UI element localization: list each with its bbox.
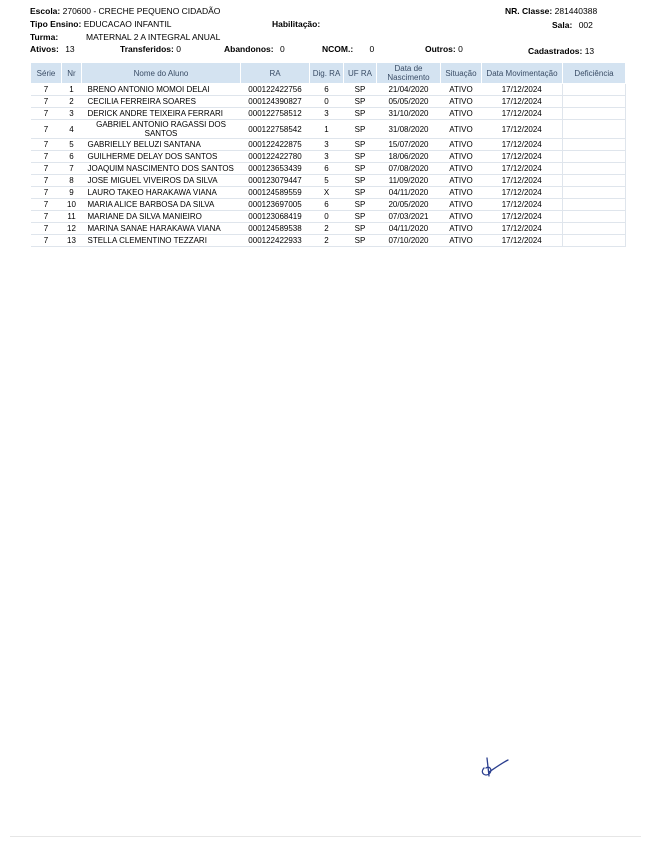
nr-cell: 6 [62, 151, 82, 163]
uf-ra-cell: SP [344, 187, 377, 199]
nr-cell: 4 [62, 120, 82, 139]
col-deficiencia: Deficiência [563, 63, 626, 84]
col-nome: Nome do Aluno [82, 63, 241, 84]
deficiencia-cell [563, 199, 626, 211]
table-row [31, 175, 626, 187]
turma-label: Turma: [30, 32, 59, 42]
nome-cell: GABRIELLY BELUZI SANTANA [82, 139, 241, 151]
uf-ra-cell: SP [344, 199, 377, 211]
table-header-row [31, 63, 626, 84]
situacao-cell: ATIVO [441, 235, 482, 247]
transferidos-label: Transferidos: [120, 44, 174, 54]
deficiencia-cell [563, 84, 626, 96]
deficiencia-cell [563, 175, 626, 187]
movimentacao-cell: 17/12/2024 [482, 139, 563, 151]
uf-ra-cell: SP [344, 84, 377, 96]
nome-cell: LAURO TAKEO HARAKAWA VIANA [82, 187, 241, 199]
ra-cell: 000123079447 [241, 175, 310, 187]
situacao-cell: ATIVO [441, 108, 482, 120]
uf-ra-cell: SP [344, 223, 377, 235]
ncom-value: 0 [369, 44, 375, 54]
serie-cell: 7 [31, 139, 62, 151]
ra-cell: 000122422933 [241, 235, 310, 247]
movimentacao-cell: 17/12/2024 [482, 120, 563, 139]
nascimento-cell: 31/10/2020 [377, 108, 441, 120]
nascimento-cell: 31/08/2020 [377, 120, 441, 139]
movimentacao-cell: 17/12/2024 [482, 223, 563, 235]
table-row [31, 84, 626, 96]
nr-classe-label: NR. Classe: [505, 6, 553, 16]
tipo-ensino-label: Tipo Ensino: [30, 19, 82, 29]
col-nr: Nr [62, 63, 82, 84]
col-serie: Série [31, 63, 62, 84]
deficiencia-cell [563, 96, 626, 108]
cadastrados-field [528, 46, 594, 56]
sala-label: Sala: [552, 20, 573, 30]
dig-ra-cell: 3 [310, 151, 344, 163]
situacao-cell: ATIVO [441, 120, 482, 139]
nr-cell: 5 [62, 139, 82, 151]
dig-ra-cell: 3 [310, 108, 344, 120]
movimentacao-cell: 17/12/2024 [482, 235, 563, 247]
cadastrados-value: 13 [584, 46, 595, 56]
situacao-cell: ATIVO [441, 175, 482, 187]
situacao-cell: ATIVO [441, 223, 482, 235]
ncom-label: NCOM.: [322, 44, 354, 54]
tipo-ensino-field [30, 19, 172, 29]
col-movimentacao: Data Movimentação [482, 63, 563, 84]
nome-cell: GABRIEL ANTONIO RAGASSI DOS SANTOS [82, 120, 241, 139]
nome-cell: GUILHERME DELAY DOS SANTOS [82, 151, 241, 163]
ra-cell: 000123068419 [241, 211, 310, 223]
col-nascimento: Data de Nascimento [377, 63, 441, 84]
habilitacao-label: Habilitação: [272, 19, 321, 29]
col-ra: RA [241, 63, 310, 84]
movimentacao-cell: 17/12/2024 [482, 108, 563, 120]
nascimento-cell: 20/05/2020 [377, 199, 441, 211]
col-uf-ra: UF RA [344, 63, 377, 84]
serie-cell: 7 [31, 187, 62, 199]
nome-cell: MARIANE DA SILVA MANIEIRO [82, 211, 241, 223]
nome-cell: MARIA ALICE BARBOSA DA SILVA [82, 199, 241, 211]
nascimento-cell: 18/06/2020 [377, 151, 441, 163]
table-row [31, 223, 626, 235]
nascimento-cell: 11/09/2020 [377, 175, 441, 187]
serie-cell: 7 [31, 84, 62, 96]
deficiencia-cell [563, 151, 626, 163]
nome-cell: BRENO ANTONIO MOMOI DELAI [82, 84, 241, 96]
nr-cell: 1 [62, 84, 82, 96]
deficiencia-cell [563, 120, 626, 139]
dig-ra-cell: 2 [310, 235, 344, 247]
uf-ra-cell: SP [344, 163, 377, 175]
uf-ra-cell: SP [344, 120, 377, 139]
table-row [31, 211, 626, 223]
situacao-cell: ATIVO [441, 163, 482, 175]
uf-ra-cell: SP [344, 139, 377, 151]
serie-cell: 7 [31, 120, 62, 139]
serie-cell: 7 [31, 223, 62, 235]
cadastrados-label: Cadastrados: [528, 46, 583, 56]
nome-cell: CECILIA FERREIRA SOARES [82, 96, 241, 108]
table-row [31, 199, 626, 211]
ra-cell: 000124589538 [241, 223, 310, 235]
table-row [31, 120, 626, 139]
dig-ra-cell: 6 [310, 84, 344, 96]
movimentacao-cell: 17/12/2024 [482, 163, 563, 175]
escola-field [30, 6, 220, 16]
ra-cell: 000122422875 [241, 139, 310, 151]
sala-value: 002 [578, 20, 593, 30]
nr-cell: 9 [62, 187, 82, 199]
dig-ra-cell: 2 [310, 223, 344, 235]
nascimento-cell: 21/04/2020 [377, 84, 441, 96]
abandonos-value: 0 [279, 44, 285, 54]
dig-ra-cell: 3 [310, 139, 344, 151]
nr-cell: 2 [62, 96, 82, 108]
students-table [30, 62, 626, 247]
turma-value: MATERNAL 2 A INTEGRAL ANUAL [86, 32, 221, 42]
movimentacao-cell: 17/12/2024 [482, 151, 563, 163]
serie-cell: 7 [31, 151, 62, 163]
movimentacao-cell: 17/12/2024 [482, 187, 563, 199]
ativos-label: Ativos: [30, 44, 59, 54]
nome-cell: JOSE MIGUEL VIVEIROS DA SILVA [82, 175, 241, 187]
table-row [31, 187, 626, 199]
table-row [31, 235, 626, 247]
deficiencia-cell [563, 163, 626, 175]
ra-cell: 000122422780 [241, 151, 310, 163]
escola-value: 270600 - CRECHE PEQUENO CIDADÃO [62, 6, 221, 16]
serie-cell: 7 [31, 163, 62, 175]
movimentacao-cell: 17/12/2024 [482, 96, 563, 108]
nascimento-cell: 05/05/2020 [377, 96, 441, 108]
table-row [31, 108, 626, 120]
nome-cell: STELLA CLEMENTINO TEZZARI [82, 235, 241, 247]
table-row [31, 96, 626, 108]
uf-ra-cell: SP [344, 211, 377, 223]
footer-divider [10, 836, 641, 837]
escola-label: Escola: [30, 6, 61, 16]
ativos-field [30, 44, 75, 54]
movimentacao-cell: 17/12/2024 [482, 175, 563, 187]
situacao-cell: ATIVO [441, 151, 482, 163]
transferidos-value: 0 [176, 44, 181, 54]
deficiencia-cell [563, 235, 626, 247]
transferidos-field [120, 44, 181, 54]
dig-ra-cell: 0 [310, 96, 344, 108]
nr-cell: 11 [62, 211, 82, 223]
deficiencia-cell [563, 139, 626, 151]
nr-cell: 7 [62, 163, 82, 175]
nome-cell: MARINA SANAE HARAKAWA VIANA [82, 223, 241, 235]
ra-cell: 000122758542 [241, 120, 310, 139]
serie-cell: 7 [31, 108, 62, 120]
outros-field [425, 44, 463, 54]
dig-ra-cell: 1 [310, 120, 344, 139]
dig-ra-cell: 6 [310, 163, 344, 175]
situacao-cell: ATIVO [441, 84, 482, 96]
ncom-field [322, 44, 374, 54]
nr-cell: 3 [62, 108, 82, 120]
ra-cell: 000123697005 [241, 199, 310, 211]
nome-cell: JOAQUIM NASCIMENTO DOS SANTOS [82, 163, 241, 175]
ativos-value: 13 [65, 44, 75, 54]
situacao-cell: ATIVO [441, 211, 482, 223]
movimentacao-cell: 17/12/2024 [482, 84, 563, 96]
ra-cell: 000123653439 [241, 163, 310, 175]
situacao-cell: ATIVO [441, 139, 482, 151]
abandonos-label: Abandonos: [224, 44, 274, 54]
situacao-cell: ATIVO [441, 199, 482, 211]
sala-field [552, 20, 593, 30]
uf-ra-cell: SP [344, 235, 377, 247]
ra-cell: 000122422756 [241, 84, 310, 96]
deficiencia-cell [563, 187, 626, 199]
uf-ra-cell: SP [344, 96, 377, 108]
habilitacao-field [272, 19, 320, 29]
serie-cell: 7 [31, 199, 62, 211]
dig-ra-cell: 0 [310, 211, 344, 223]
col-situacao: Situação [441, 63, 482, 84]
serie-cell: 7 [31, 235, 62, 247]
serie-cell: 7 [31, 175, 62, 187]
ra-cell: 000124589559 [241, 187, 310, 199]
table-row [31, 163, 626, 175]
nascimento-cell: 04/11/2020 [377, 223, 441, 235]
dig-ra-cell: 6 [310, 199, 344, 211]
nr-cell: 10 [62, 199, 82, 211]
nr-cell: 8 [62, 175, 82, 187]
dig-ra-cell: 5 [310, 175, 344, 187]
movimentacao-cell: 17/12/2024 [482, 211, 563, 223]
nascimento-cell: 07/10/2020 [377, 235, 441, 247]
nome-cell: DERICK ANDRE TEIXEIRA FERRARI [82, 108, 241, 120]
deficiencia-cell [563, 223, 626, 235]
tipo-ensino-value: EDUCACAO INFANTIL [83, 19, 172, 29]
table-row [31, 139, 626, 151]
serie-cell: 7 [31, 211, 62, 223]
nascimento-cell: 15/07/2020 [377, 139, 441, 151]
ra-cell: 000122758512 [241, 108, 310, 120]
situacao-cell: ATIVO [441, 96, 482, 108]
nascimento-cell: 07/08/2020 [377, 163, 441, 175]
ra-cell: 000124390827 [241, 96, 310, 108]
nr-classe-value: 281440388 [554, 6, 598, 16]
outros-value: 0 [458, 44, 463, 54]
nascimento-cell: 07/03/2021 [377, 211, 441, 223]
uf-ra-cell: SP [344, 151, 377, 163]
nascimento-cell: 04/11/2020 [377, 187, 441, 199]
outros-label: Outros: [425, 44, 456, 54]
serie-cell: 7 [31, 96, 62, 108]
turma-field [30, 32, 58, 42]
uf-ra-cell: SP [344, 108, 377, 120]
deficiencia-cell [563, 211, 626, 223]
col-dig-ra: Dig. RA [310, 63, 344, 84]
nr-classe-field [505, 6, 597, 16]
table-row [31, 151, 626, 163]
abandonos-field [224, 44, 285, 54]
dig-ra-cell: X [310, 187, 344, 199]
situacao-cell: ATIVO [441, 187, 482, 199]
uf-ra-cell: SP [344, 175, 377, 187]
movimentacao-cell: 17/12/2024 [482, 199, 563, 211]
nr-cell: 12 [62, 223, 82, 235]
handwritten-signature-icon [478, 754, 510, 780]
deficiencia-cell [563, 108, 626, 120]
nr-cell: 13 [62, 235, 82, 247]
